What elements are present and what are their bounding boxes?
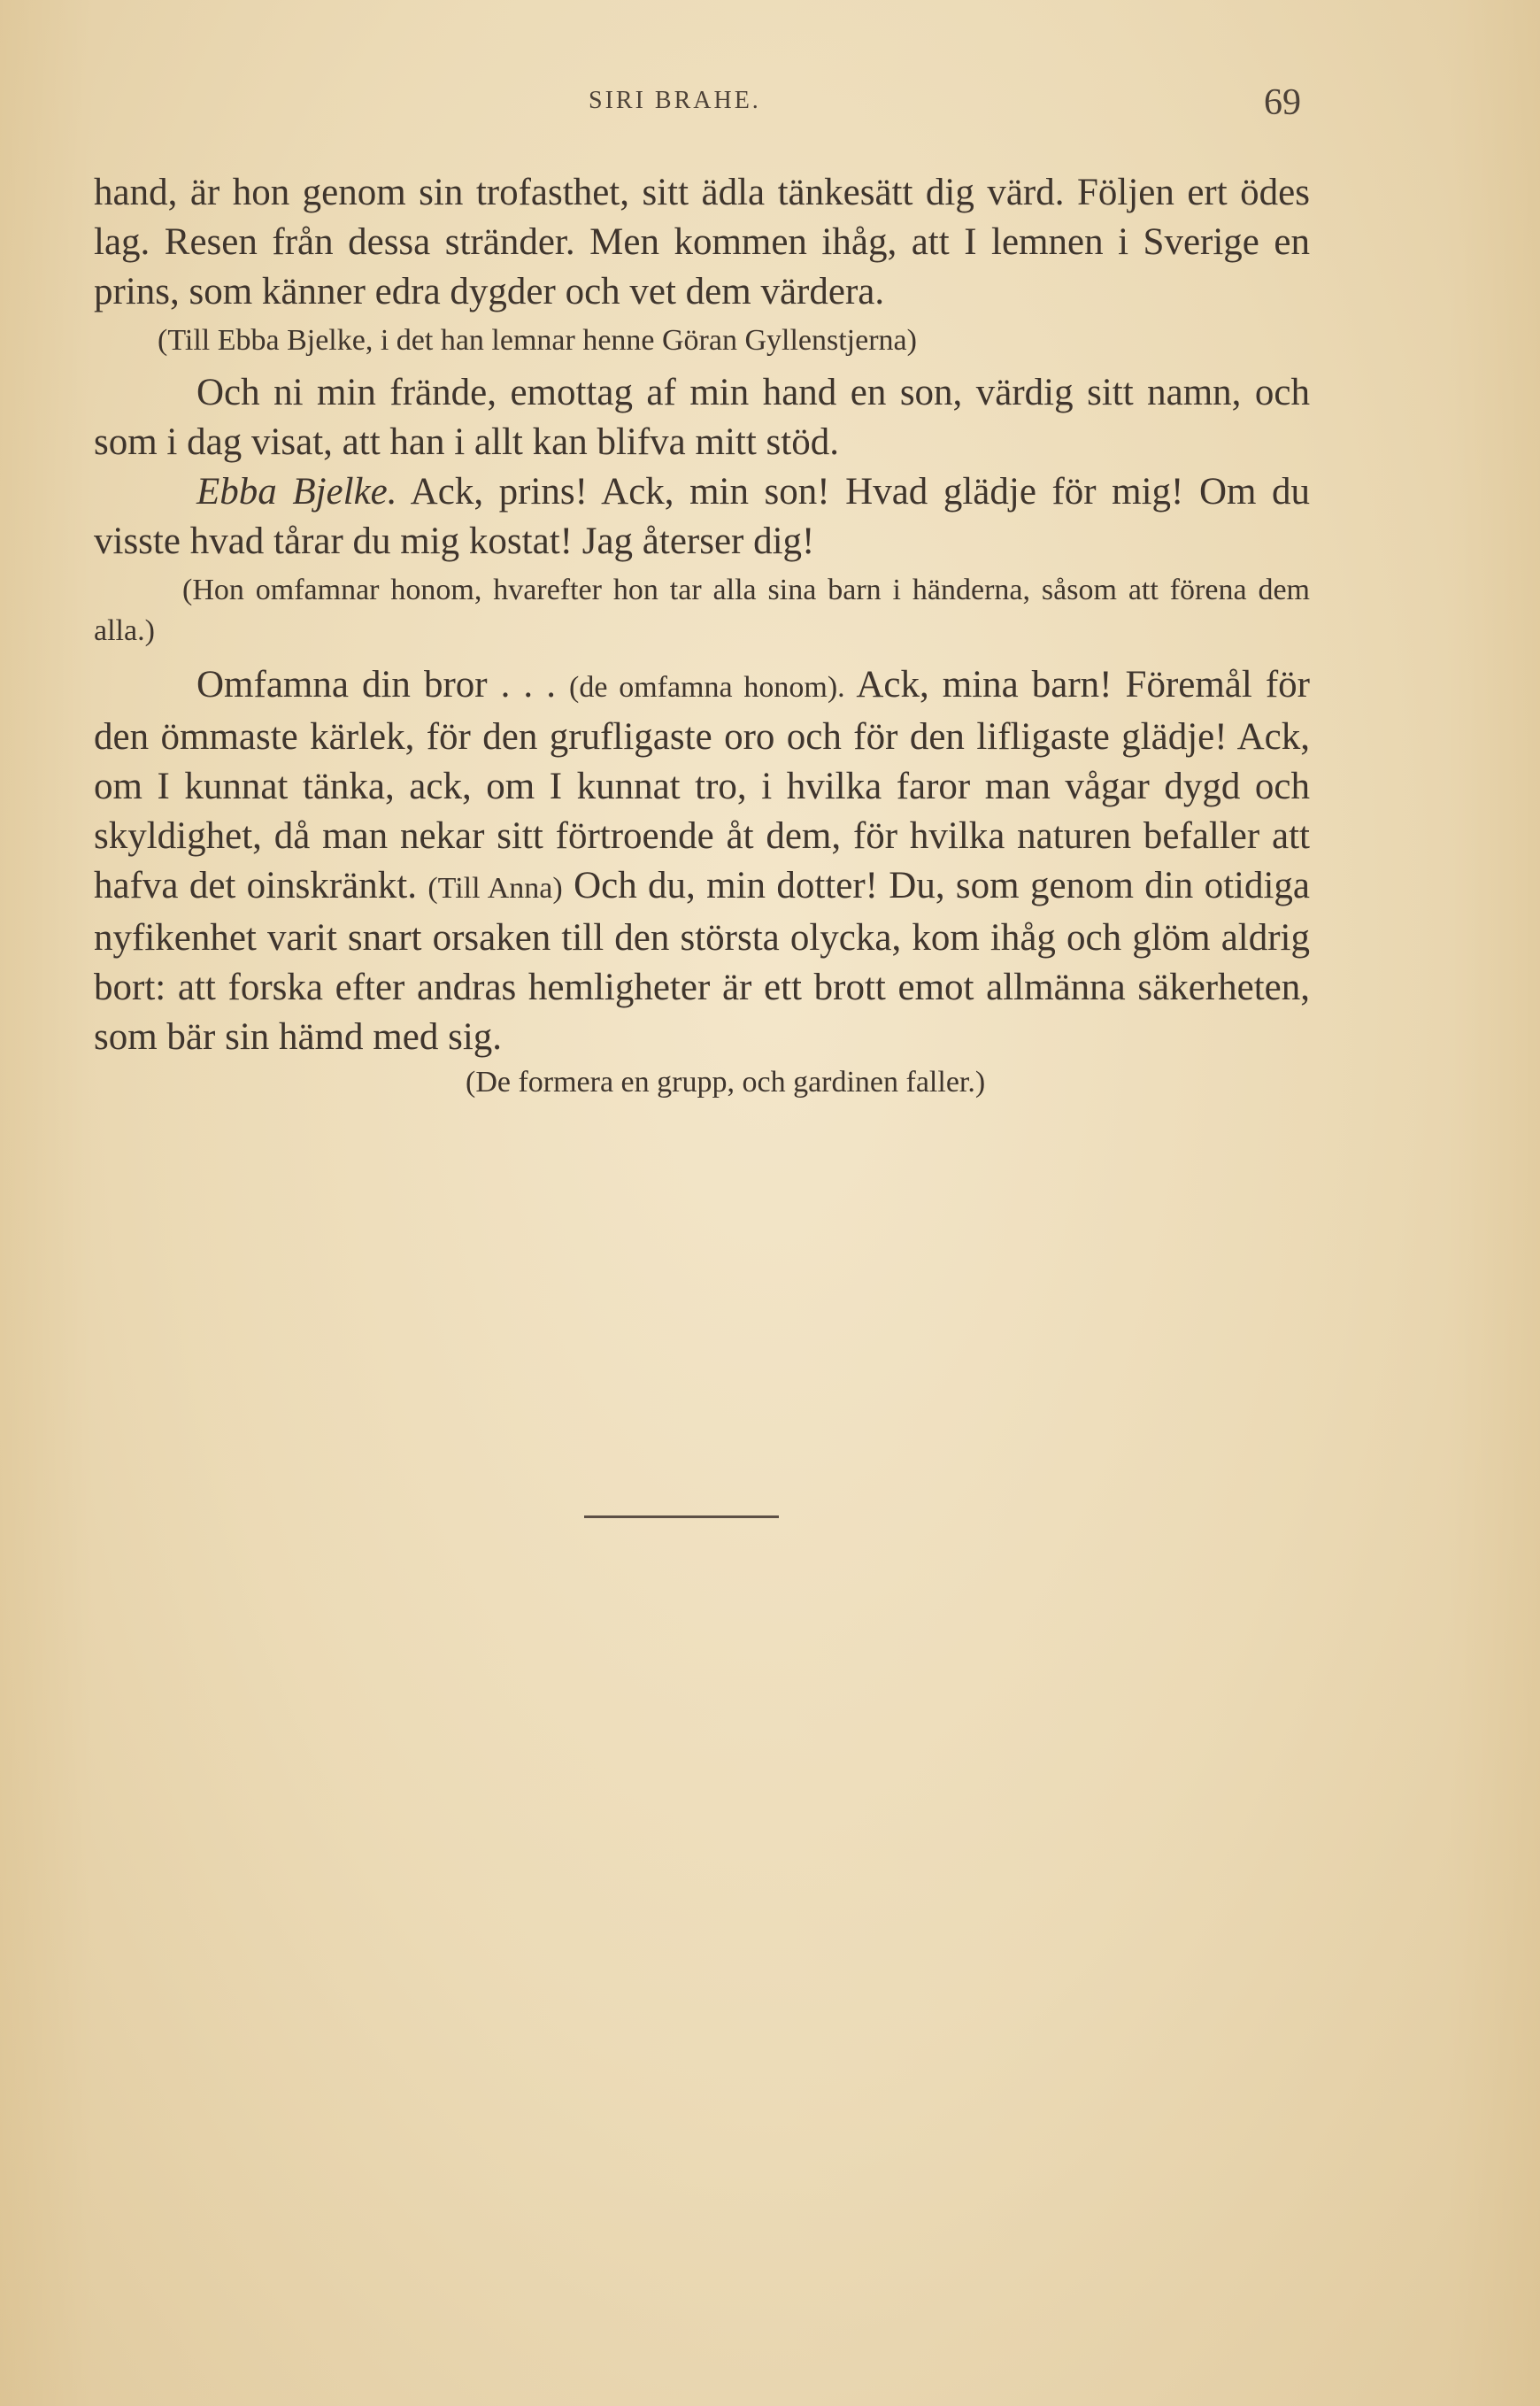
inline-stage-direction-2: (Till Anna) [427,872,563,905]
paragraph-4-middle: Ack, mina barn! Föremål för den ömmaste kärlek, för den grufligaste oro och för den lifligaste glädje! Ack, om I kunnat tänka, ack, om I kunnat tro, i hvilka faror man vågar dygd och skyldighet, då man nekar sitt förtroende åt dem, för hvilka naturen befaller att hafva det oinskränkt. [94,664,1310,906]
stage-direction-2: (Hon omfamnar honom, hvarefter hon tar alla sina barn i händerna, såsom att förena dem alla.) [94,574,1310,647]
paragraph-1: hand, är hon genom sin trofasthet, sitt ädla tänkesätt dig värd. Följen ert ödes lag. Resen från dessa stränder. Men kommen ihåg, att I lemnen i Sverige en prins, som känner edra dygder och vet dem värdera. [94,172,1310,312]
speaker-name: Ebba Bjelke. [196,471,397,513]
paragraph-3 [94,467,1310,567]
stage-direction-1: (Till Ebba Bjelke, i det han lemnar henne Göran Gyllenstjerna) [158,324,917,357]
paragraph-4-end: Och du, min dotter! Du, som genom din otidiga nyfikenhet varit snart orsaken till den största olycka, kom ihåg och glöm aldrig bort: att forska efter andras hemligheter är ett brott emot allmänna säkerheten, som bär sin hämd med sig. [94,865,1311,1058]
inline-stage-direction-1: (de omfamna honom). [569,671,845,704]
paragraph-4-start: Omfamna din bror . . . [196,664,569,706]
closing-rule [584,1515,779,1518]
running-title: SIRI BRAHE. [589,87,761,114]
paragraph-2: Och ni min frände, emottag af min hand en son, värdig sitt namn, och som i dag visat, att han i allt kan blifva mitt stöd. [94,372,1310,463]
paragraph-3-text: Ack, prins! Ack, min son! Hvad glädje för mig! Om du visste hvad tårar du mig kostat! Jag återser dig! [94,471,1310,562]
paragraph-4 [94,660,1310,1062]
body-text [94,168,1310,1103]
stage-direction-3: (De formera en grupp, och gardinen faller.) [466,1066,986,1099]
page-number: 69 [1264,82,1301,123]
running-head [0,82,1540,123]
